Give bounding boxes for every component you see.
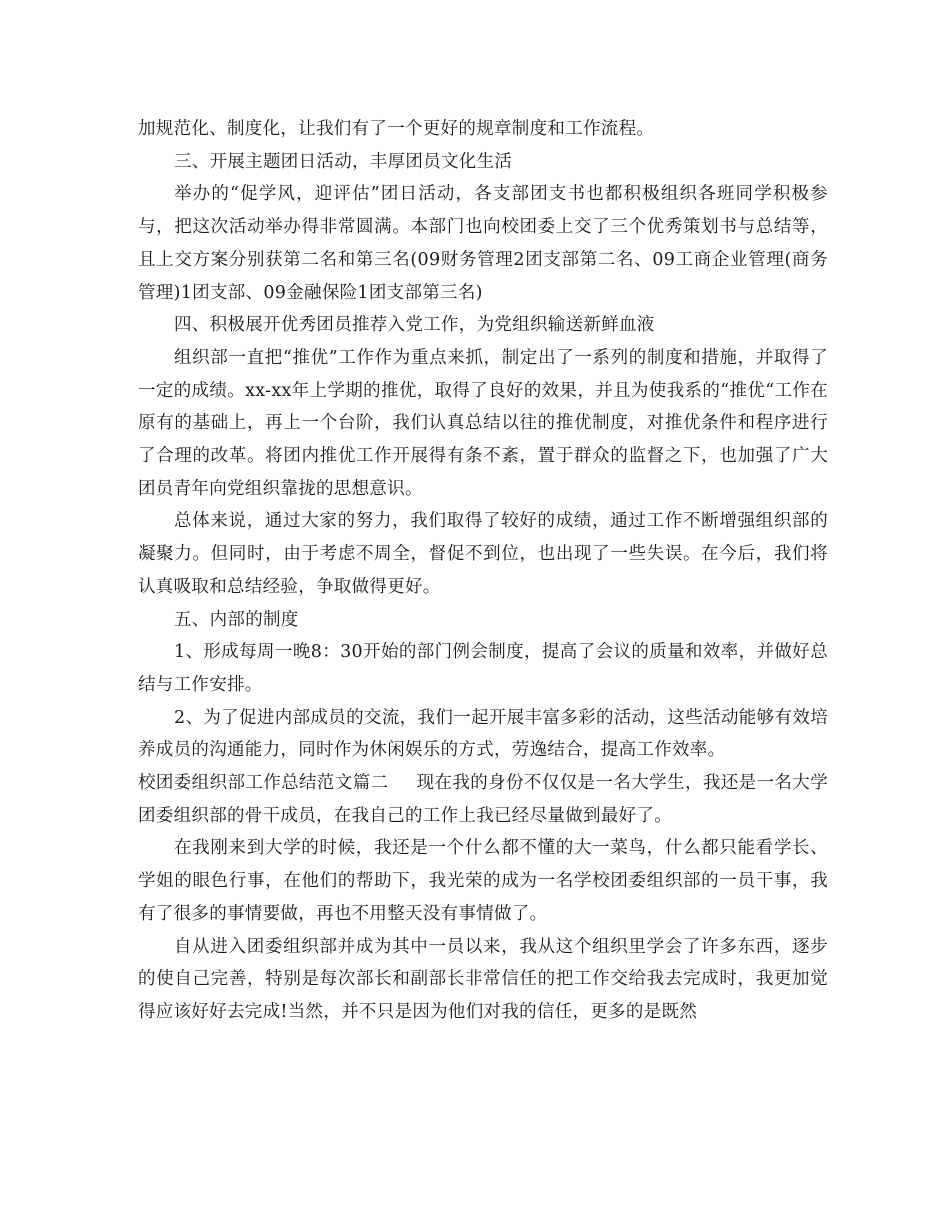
list-item: 1、形成每周一晚8：30开始的部门例会制度，提高了会议的质量和效率，并做好总结与工作安排。 xyxy=(138,642,828,695)
paragraph: 举办的“促学风，迎评估”团日活动，各支部团支书也都积极组织各班同学积极参与，把这次活动举办得非常圆满。本部门也向校团委上交了三个优秀策划书与总结等，且上交方案分别获第二名和第三名(09财务管理2团支部第二名、09工商企业管理(商务管理)1团支部、09金融保险1团支部第三名) xyxy=(138,184,828,303)
paragraph: 总体来说，通过大家的努力，我们取得了较好的成绩，通过工作不断增强组织部的凝聚力。但同时，由于考虑不周全，督促不到位，也出现了一些失误。在今后，我们将认真吸取和总结经验，争取做得更好。 xyxy=(138,511,828,597)
section-heading: 三、开展主题团日活动，丰厚团员文化生活 xyxy=(174,151,513,172)
section-heading: 四、积极展开优秀团员推荐入党工作，为党组织输送新鲜血液 xyxy=(174,315,655,336)
paragraph: 组织部一直把“推优”工作作为重点来抓，制定出了一系列的制度和措施，并取得了一定的成绩。xx-xx年上学期的推优，取得了良好的效果，并且为使我系的“推优“工作在原有的基础上，再上一个台阶，我们认真总结以往的推优制度，对推优条件和程序进行了合理的改革。将团内推优工作开展得有条不紊，置于群众的监督之下，也加强了广大团员青年向党组织靠拢的思想意识。 xyxy=(138,347,828,499)
paragraph: 自从进入团委组织部并成为其中一员以来，我从这个组织里学会了许多东西，逐步的使自己完善，特别是每次部长和副部长非常信任的把工作交给我去完成时，我更加觉得应该好好去完成!当然，并不只是因为他们对我的信任，更多的是既然 xyxy=(138,936,828,1022)
paragraph-text: 现在我的身份不仅仅是一名大学生，我还是一名大学团委组织部的骨干成员，在我自己的工作上我已经尽量做到最好了。 xyxy=(138,773,828,826)
document-body xyxy=(138,113,828,1029)
paragraph: 在我刚来到大学的时候，我还是一个什么都不懂的大一菜鸟，什么都只能看学长、学姐的眼色行事，在他们的帮助下，我光荣的成为一名学校团委组织部的一员干事，我有了很多的事情要做，再也不用整天没有事情做了。 xyxy=(138,838,828,924)
section-heading: 五、内部的制度 xyxy=(174,609,299,630)
list-item: 2、为了促进内部成员的交流，我们一起开展丰富多彩的活动，这些活动能够有效培养成员的沟通能力，同时作为休闲娱乐的方式，劳逸结合，提高工作效率。 xyxy=(138,707,828,761)
paragraph-with-title xyxy=(138,767,828,832)
paragraph: 加规范化、制度化，让我们有了一个更好的规章制度和工作流程。 xyxy=(138,119,655,139)
article-title: 校团委组织部工作总结范文篇二 xyxy=(138,773,389,794)
